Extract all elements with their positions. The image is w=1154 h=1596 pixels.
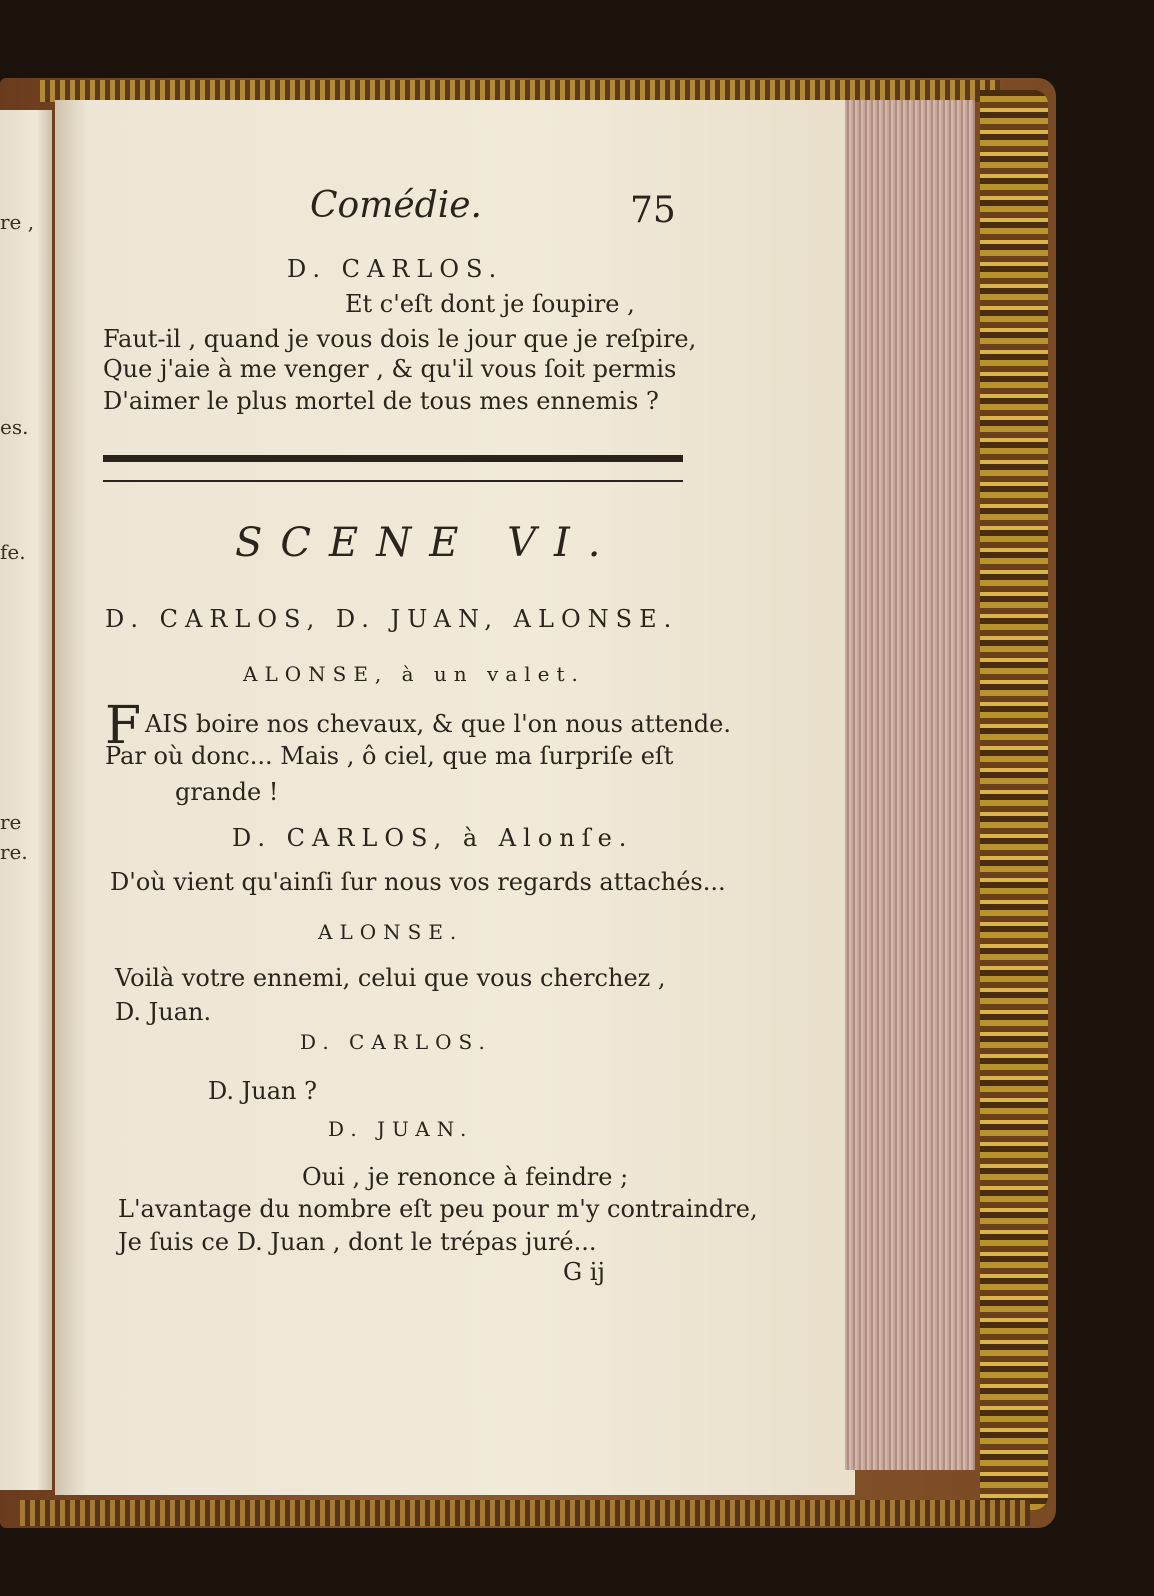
speaker-label: ALONSE, à un valet. [243, 662, 585, 686]
character-list: D. CARLOS, D. JUAN, ALONSE. [105, 605, 679, 633]
scene-title: SCENE VI. [235, 520, 619, 566]
left-fragment: re , [0, 210, 35, 234]
page-number: 75 [630, 190, 676, 231]
speaker-label: D. JUAN. [328, 1117, 474, 1141]
page-fore-edge [845, 100, 975, 1470]
left-fragment: es. [0, 415, 29, 439]
verse-line: D. Juan ? [208, 1077, 317, 1105]
verse-line: L'avantage du nombre eſt peu pour m'y contraindre, [118, 1195, 758, 1223]
book-top-edge [40, 80, 1000, 102]
verse-line: D'aimer le plus mortel de tous mes ennemis ? [103, 387, 659, 415]
verse-line: AIS boire nos chevaux, & que l'on nous attende. [145, 710, 731, 738]
divider-rule [103, 480, 683, 482]
verse-line: Par où donc... Mais , ô ciel, que ma ſurpriſe eſt [105, 742, 674, 770]
speaker-label: ALONSE. [318, 920, 464, 944]
ornamental-rule [103, 455, 683, 462]
verse-line: grande ! [175, 778, 279, 806]
verse-line: D'où vient qu'ainſi ſur nous vos regards attachés... [110, 868, 726, 896]
signature-mark: G ij [563, 1258, 605, 1286]
speaker-label: D. CARLOS. [287, 255, 504, 283]
verse-line: Oui , je renonce à feindre ; [302, 1163, 629, 1191]
left-fragment: fe. [0, 540, 26, 564]
speaker-label: D. CARLOS, à Alonſe. [232, 824, 634, 852]
verse-line: Que j'aie à me venger , & qu'il vous ſoit permis [103, 355, 677, 383]
verse-line: Voilà votre ennemi, celui que vous cherchez , [115, 964, 666, 992]
verse-line: Et c'eſt dont je ſoupire , [345, 290, 635, 318]
book-bottom-edge [20, 1500, 1030, 1526]
left-fragment: re [0, 810, 22, 834]
left-fragment: re. [0, 840, 28, 864]
verse-line: Je ſuis ce D. Juan , dont le trépas juré... [118, 1228, 597, 1256]
speaker-label: D. CARLOS. [300, 1030, 492, 1054]
verse-line: Faut-il , quand je vous dois le jour que je reſpire, [103, 325, 697, 353]
verse-line: D. Juan. [115, 998, 212, 1026]
drop-cap: F [105, 696, 142, 756]
book-spine-decoration [980, 90, 1048, 1510]
running-title: Comédie. [310, 185, 482, 226]
left-page [0, 110, 52, 1490]
